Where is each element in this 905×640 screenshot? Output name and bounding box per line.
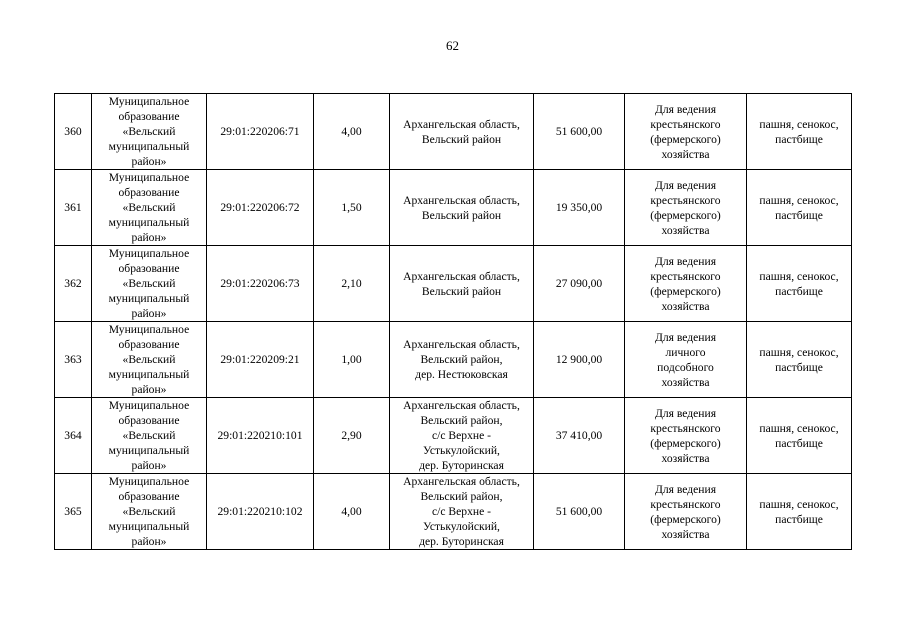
table-row <box>55 474 852 550</box>
cadastral-number-cell: 29:01:220209:21 <box>207 322 314 398</box>
owner-cell: Муниципальное образование «Вельский муниципальный район» <box>92 94 207 170</box>
row-number-cell: 361 <box>55 170 92 246</box>
purpose-cell: Для ведения крестьянского (фермерского) хозяйства <box>625 398 747 474</box>
owner-cell: Муниципальное образование «Вельский муниципальный район» <box>92 398 207 474</box>
purpose-cell: Для ведения крестьянского (фермерского) хозяйства <box>625 474 747 550</box>
price-cell: 27 090,00 <box>534 246 625 322</box>
cadastral-number-cell: 29:01:220206:72 <box>207 170 314 246</box>
table-row <box>55 322 852 398</box>
area-cell: 4,00 <box>314 474 390 550</box>
location-cell: Архангельская область, Вельский район <box>390 246 534 322</box>
price-cell: 37 410,00 <box>534 398 625 474</box>
land-use-cell: пашня, сенокос, пастбище <box>747 94 852 170</box>
area-cell: 1,50 <box>314 170 390 246</box>
purpose-cell: Для ведения крестьянского (фермерского) хозяйства <box>625 246 747 322</box>
location-cell: Архангельская область, Вельский район, с/с Верхне - Устькулойский, дер. Буторинская <box>390 398 534 474</box>
cadastral-number-cell: 29:01:220206:71 <box>207 94 314 170</box>
row-number-cell: 365 <box>55 474 92 550</box>
table-row <box>55 246 852 322</box>
location-cell: Архангельская область, Вельский район, с/с Верхне - Устькулойский, дер. Буторинская <box>390 474 534 550</box>
area-cell: 4,00 <box>314 94 390 170</box>
row-number-cell: 362 <box>55 246 92 322</box>
row-number-cell: 363 <box>55 322 92 398</box>
area-cell: 2,10 <box>314 246 390 322</box>
page-number: 62 <box>446 38 459 53</box>
purpose-cell: Для ведения крестьянского (фермерского) хозяйства <box>625 94 747 170</box>
cadastral-number-cell: 29:01:220210:102 <box>207 474 314 550</box>
owner-cell: Муниципальное образование «Вельский муниципальный район» <box>92 474 207 550</box>
area-cell: 1,00 <box>314 322 390 398</box>
land-use-cell: пашня, сенокос, пастбище <box>747 398 852 474</box>
table-row <box>55 170 852 246</box>
purpose-cell: Для ведения крестьянского (фермерского) хозяйства <box>625 170 747 246</box>
price-cell: 12 900,00 <box>534 322 625 398</box>
purpose-cell: Для ведения личного подсобного хозяйства <box>625 322 747 398</box>
owner-cell: Муниципальное образование «Вельский муниципальный район» <box>92 246 207 322</box>
area-cell: 2,90 <box>314 398 390 474</box>
price-cell: 19 350,00 <box>534 170 625 246</box>
owner-cell: Муниципальное образование «Вельский муниципальный район» <box>92 170 207 246</box>
location-cell: Архангельская область, Вельский район, дер. Нестюковская <box>390 322 534 398</box>
table-row <box>55 94 852 170</box>
price-cell: 51 600,00 <box>534 474 625 550</box>
land-use-cell: пашня, сенокос, пастбище <box>747 322 852 398</box>
land-use-cell: пашня, сенокос, пастбище <box>747 170 852 246</box>
land-use-cell: пашня, сенокос, пастбище <box>747 474 852 550</box>
row-number-cell: 360 <box>55 94 92 170</box>
land-use-cell: пашня, сенокос, пастбище <box>747 246 852 322</box>
table-row <box>55 398 852 474</box>
owner-cell: Муниципальное образование «Вельский муниципальный район» <box>92 322 207 398</box>
row-number-cell: 364 <box>55 398 92 474</box>
price-cell: 51 600,00 <box>534 94 625 170</box>
location-cell: Архангельская область, Вельский район <box>390 170 534 246</box>
cadastral-number-cell: 29:01:220206:73 <box>207 246 314 322</box>
cadastral-number-cell: 29:01:220210:101 <box>207 398 314 474</box>
land-plots-table <box>54 93 852 550</box>
location-cell: Архангельская область, Вельский район <box>390 94 534 170</box>
